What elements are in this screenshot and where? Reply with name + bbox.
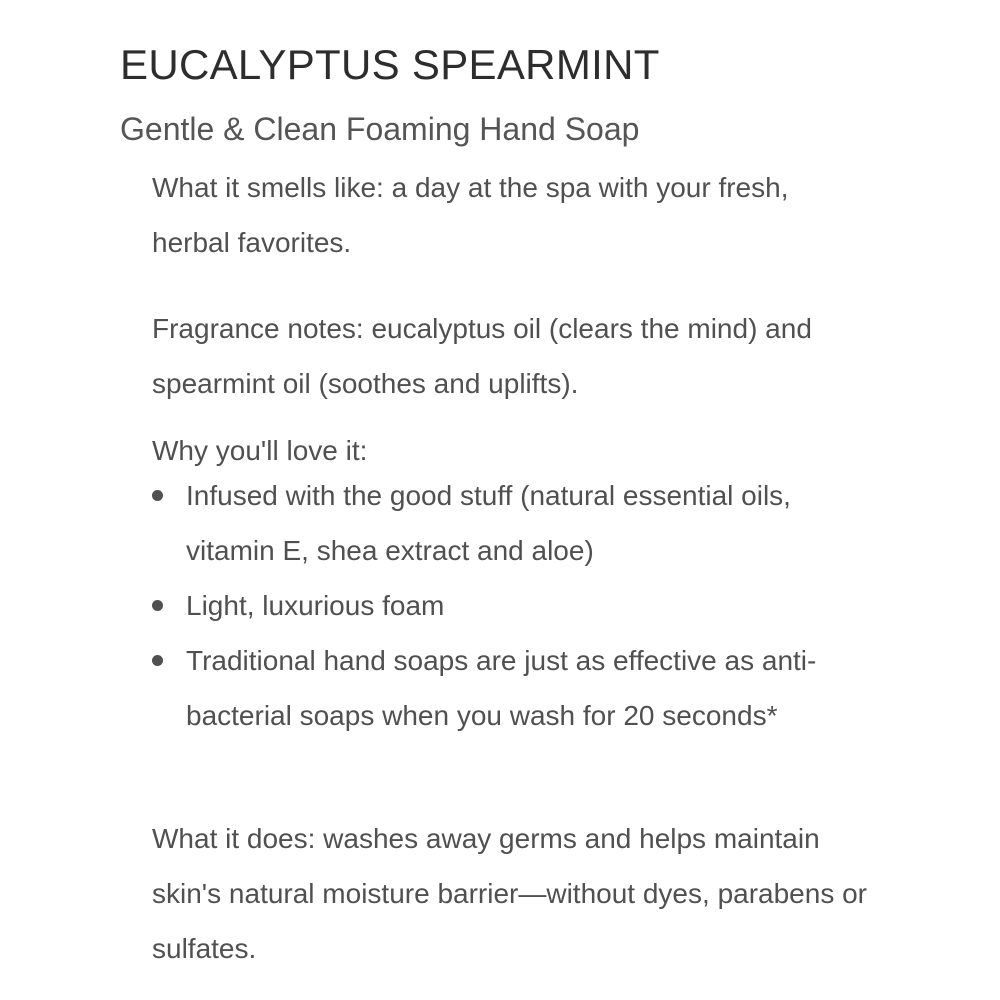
list-item: [152, 468, 872, 578]
fragrance-notes-text: Fragrance notes: eucalyptus oil (clears the mind) and spearmint oil (soothes and uplifts).: [152, 313, 812, 399]
bullet-icon: [152, 655, 163, 666]
bullet-icon: [152, 600, 163, 611]
what-it-does-text: What it does: washes away germs and helps maintain skin's natural moisture barrier—without dyes, parabens or sulfates.: [152, 823, 867, 964]
benefit-text: Infused with the good stuff (natural essential oils, vitamin E, shea extract and aloe): [186, 480, 791, 566]
benefit-text: Traditional hand soaps are just as effective as anti-bacterial soaps when you wash for 20 seconds*: [186, 645, 817, 731]
benefit-text: Light, luxurious foam: [186, 590, 445, 621]
smells-like-text: What it smells like: a day at the spa with your fresh, herbal favorites.: [152, 172, 789, 258]
product-type: Gentle & Clean Foaming Hand Soap: [120, 111, 640, 147]
list-item: [152, 578, 872, 633]
why-love-heading: Why you'll love it:: [152, 435, 368, 466]
benefits-list: [152, 468, 872, 743]
product-name: EUCALYPTUS SPEARMINT: [120, 41, 660, 88]
bullet-icon: [152, 490, 163, 501]
list-item: [152, 633, 872, 743]
